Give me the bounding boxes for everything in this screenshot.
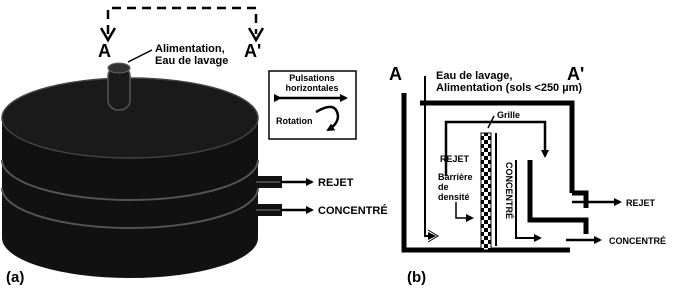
barrier-pointer-arrow: [456, 202, 472, 218]
barrier-label-line1: Barrière: [438, 172, 473, 182]
cross-section-point-a: A: [389, 64, 402, 84]
panel-label-b: (b): [407, 269, 427, 286]
cylindrical-jig: [2, 63, 258, 278]
reject-inner-label: REJET: [440, 154, 470, 164]
reject-label: REJET: [318, 177, 354, 189]
reject-out-label: REJET: [626, 198, 656, 208]
concentrate-outlet: [254, 204, 388, 217]
point-a-prime-label: A': [244, 41, 262, 61]
point-a-label: A: [98, 41, 111, 61]
barrier-label-line3: densité: [438, 192, 470, 202]
grid-label: Grille: [497, 110, 521, 120]
feed-inflow-arrow: [425, 76, 434, 236]
pulsation-label-line1: Pulsations: [289, 73, 335, 83]
panel-label-a: (a): [6, 269, 25, 286]
barrier-label-line2: de: [438, 182, 449, 192]
feed-label-line1: Alimentation,: [155, 43, 225, 55]
reject-outlet: [254, 176, 354, 189]
feed-label-line2: Eau de lavage: [155, 55, 229, 67]
density-barrier: [481, 133, 491, 250]
motion-legend-box: [269, 71, 356, 139]
cross-section-point-a-prime: A': [567, 64, 585, 84]
feed-leader-line: [128, 50, 152, 62]
rotation-label: Rotation: [276, 116, 313, 126]
pulsation-label-line2: horizontales: [285, 83, 339, 93]
concentrate-label: CONCENTRÉ: [318, 205, 388, 217]
feed-label-b-line1: Eau de lavage,: [436, 70, 513, 82]
panel-b: [389, 64, 666, 286]
section-line: [108, 8, 256, 34]
concentrate-vertical-label: CONCENTRÉ: [504, 162, 514, 220]
concentrate-out-label: CONCENTRÉ: [609, 236, 667, 246]
outlet-structure: [530, 160, 586, 234]
feed-label-b-line2: Alimentation (sols <250 µm): [436, 82, 583, 94]
panel-a: [2, 8, 388, 286]
